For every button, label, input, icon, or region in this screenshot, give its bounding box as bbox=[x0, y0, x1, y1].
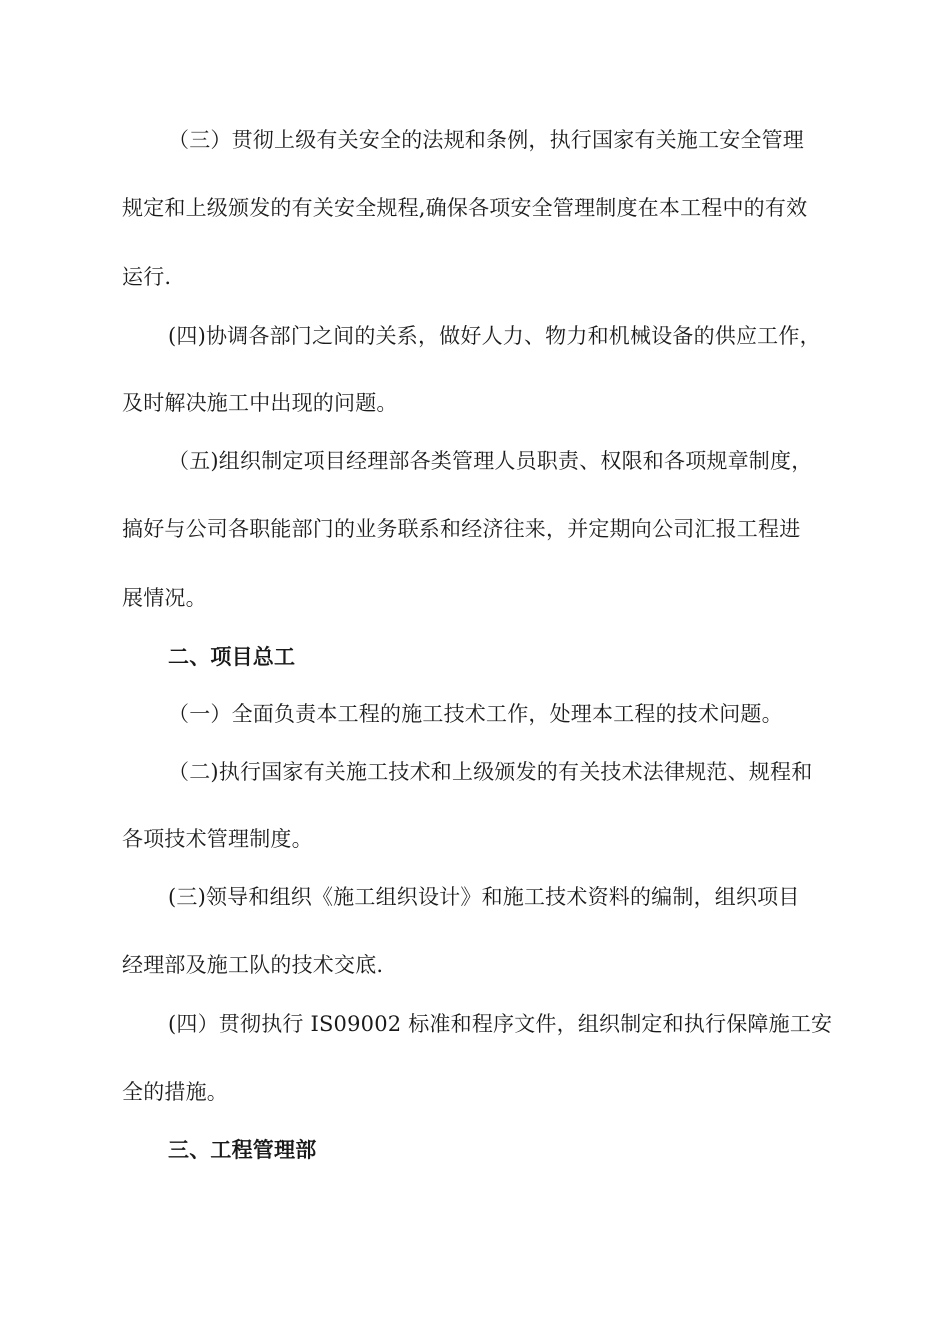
paragraph-4-line-2: 及时解决施工中出现的问题。 bbox=[122, 391, 398, 415]
chief-engineer-item-3-line-1: (三)领导和组织《施工组织设计》和施工技术资料的编制，组织项目 bbox=[168, 885, 800, 909]
paragraph-3-line-2: 规定和上级颁发的有关安全规程,确保各项安全管理制度在本工程中的有效 bbox=[122, 196, 808, 220]
paragraph-3-line-1: （三）贯彻上级有关安全的法规和条例，执行国家有关施工安全管理 bbox=[168, 128, 804, 152]
paragraph-5-line-2: 搞好与公司各职能部门的业务联系和经济往来，并定期向公司汇报工程进 bbox=[122, 517, 801, 541]
paragraph-5-line-1: （五)组织制定项目经理部各类管理人员职责、权限和各项规章制度， bbox=[168, 449, 813, 473]
chief-engineer-item-1: （一）全面负责本工程的施工技术工作，处理本工程的技术问题。 bbox=[168, 702, 783, 726]
paragraph-3-line-3: 运行. bbox=[122, 265, 172, 289]
chief-engineer-item-2-line-1: （二)执行国家有关施工技术和上级颁发的有关技术法律规范、规程和 bbox=[168, 760, 813, 784]
chief-engineer-item-4-line-2: 全的措施。 bbox=[122, 1080, 228, 1104]
paragraph-4-line-1: (四)协调各部门之间的关系，做好人力、物力和机械设备的供应工作， bbox=[168, 324, 821, 348]
section-heading-engineering-dept: 三、工程管理部 bbox=[168, 1138, 317, 1162]
chief-engineer-item-2-line-2: 各项技术管理制度。 bbox=[122, 827, 313, 851]
paragraph-5-line-3: 展情况。 bbox=[122, 586, 207, 610]
chief-engineer-item-4-line-1: (四）贯彻执行 IS09002 标准和程序文件，组织制定和执行保障施工安 bbox=[168, 1012, 833, 1036]
section-heading-chief-engineer: 二、项目总工 bbox=[168, 645, 296, 669]
chief-engineer-item-3-line-2: 经理部及施工队的技术交底. bbox=[122, 953, 384, 977]
